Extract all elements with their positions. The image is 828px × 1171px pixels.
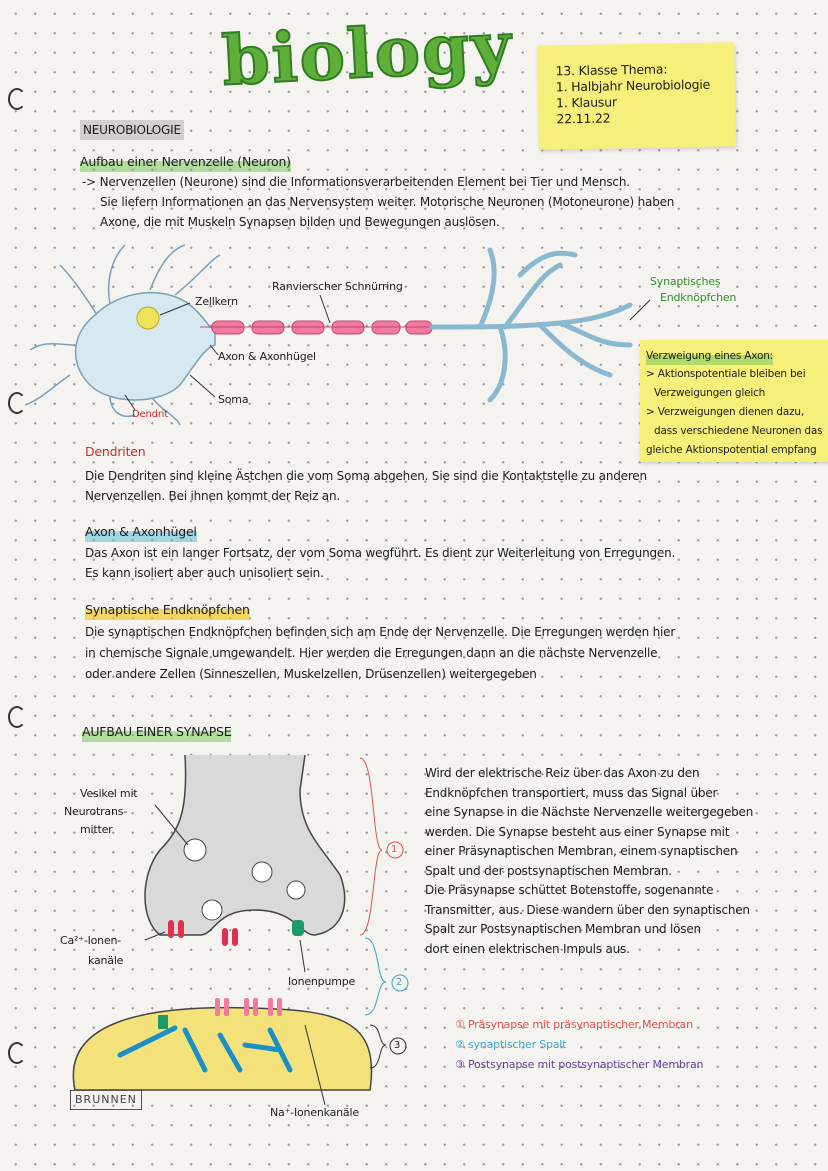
hole-punch bbox=[8, 88, 26, 110]
intro-heading: Aufbau einer Nervenzelle (Neuron) bbox=[80, 152, 291, 172]
axon-line: Es kann isoliert aber auch unisoliert sein. bbox=[85, 566, 324, 580]
marker-3: 3 bbox=[394, 1040, 401, 1051]
label-vesikel: mitter bbox=[80, 823, 113, 836]
sticky-line: Verzweigungen gleich bbox=[654, 387, 766, 399]
sticky-line: dass verschiedene Neuronen das bbox=[654, 425, 823, 437]
synapse-text-line: Transmitter, aus. Diese wandern über den synaptischen bbox=[425, 902, 750, 917]
label-zellkern: Zellkern bbox=[195, 295, 238, 308]
endknoepfchen-heading: Synaptische Endknöpfchen bbox=[85, 600, 250, 620]
sticky-line: 1. Klausur bbox=[555, 94, 617, 111]
dendriten-line: Die Dendriten sind kleine Ästchen die vom Soma abgehen. Sie sind die Kontaktstelle zu anderen bbox=[85, 469, 647, 483]
intro-line: Axone, die mit Muskeln Synapsen bilden und Bewegungen auslösen. bbox=[100, 215, 500, 229]
label-ca-kanaele: kanäle bbox=[88, 954, 124, 967]
sticky-heading: Verzweigung eines Axon: bbox=[646, 347, 773, 365]
hole-punch bbox=[8, 706, 26, 728]
dendriten-heading: Dendriten bbox=[85, 444, 146, 459]
intro-line: Sie liefern Informationen an das Nervensystem weiter. Motorische Neuronen (Motoneurone) haben bbox=[100, 195, 675, 209]
endknoepfchen-line: Die synaptischen Endknöpfchen befinden sich am Ende der Nervenzelle. Die Erregungen werden hier bbox=[85, 625, 676, 639]
brand-logo: BRUNNEN bbox=[70, 1090, 142, 1110]
synapse-text-line: Spalt zur Postsynaptischen Membran und lösen bbox=[425, 922, 701, 936]
axon-line: Das Axon ist ein langer Fortsatz, der vom Soma wegführt. Es dient zur Weiterleitung von Erregungen. bbox=[85, 546, 676, 560]
page-title: biology bbox=[220, 6, 515, 102]
legend-item: ① Präsynapse mit präsynaptischer Membran bbox=[455, 1018, 693, 1031]
sticky-line: > Verzweigungen dienen dazu, bbox=[646, 406, 805, 418]
synapse-text-line: Die Präsynapse schüttet Botenstoffe, sogenannte bbox=[425, 883, 714, 897]
label-axon: Axon & Axonhügel bbox=[218, 350, 316, 363]
endknoepfchen-line: oder andere Zellen (Sinneszellen, Muskelzellen, Drüsenzellen) weitergegeben bbox=[85, 667, 537, 681]
label-na-kanaele: Na⁺-Ionenkanäle bbox=[270, 1106, 359, 1119]
label-dendrit: Dendrit bbox=[132, 409, 168, 420]
sticky-line: gleiche Aktionspotential empfang bbox=[646, 444, 817, 456]
synapse-text-line: Endknöpfchen transportiert, muss das Signal über bbox=[425, 785, 718, 800]
synapse-heading: AUFBAU EINER SYNAPSE bbox=[82, 722, 231, 742]
label-ranvier: Ranvierscher Schnürring bbox=[272, 280, 403, 293]
synapse-text-line: werden. Die Synapse besteht aus einer Synapse mit bbox=[425, 824, 730, 839]
label-ionenpumpe: Ionenpumpe bbox=[288, 975, 356, 988]
endknoepfchen-line: in chemische Signale umgewandelt. Hier werden die Erregungen dann an die nächste Nervenzelle bbox=[85, 646, 658, 660]
dendriten-line: Nervenzellen. Bei ihnen kommt der Reiz an. bbox=[85, 489, 340, 503]
label-ca-kanaele: Ca²⁺-Ionen- bbox=[60, 934, 122, 947]
label-soma: Soma bbox=[218, 393, 249, 406]
synapse-text-line: Spalt und der postsynaptischen Membran. bbox=[425, 863, 672, 878]
axon-heading: Axon & Axonhügel bbox=[85, 522, 197, 542]
sticky-note-axon bbox=[640, 340, 828, 462]
label-endknopf: Endknöpfchen bbox=[660, 291, 737, 304]
sticky-note-info bbox=[537, 42, 736, 149]
label-vesikel: Vesikel mit bbox=[80, 787, 138, 800]
section-label: NEUROBIOLOGIE bbox=[80, 120, 184, 140]
synapse-text-line: einer Präsynaptischen Membran, einem synaptischen bbox=[425, 844, 738, 858]
sticky-line: > Aktionspotentiale bleiben bei bbox=[646, 368, 806, 380]
nucleus bbox=[137, 307, 159, 329]
sticky-line: 1. Halbjahr Neurobiologie bbox=[555, 76, 711, 95]
marker-1: 1 bbox=[391, 844, 398, 855]
sticky-line: 13. Klasse Thema: bbox=[555, 61, 668, 79]
synapse-text-line: eine Synapse in die Nächste Nervenzelle weitergegeben bbox=[425, 805, 754, 819]
label-endknopf: Synaptisches bbox=[650, 275, 721, 288]
synapse-text bbox=[425, 764, 753, 959]
intro-line: -> Nervenzellen (Neurone) sind die Informationsverarbeitenden Element bei Tier und Mensch. bbox=[82, 175, 630, 189]
legend-item: ③ Postsynapse mit postsynaptischer Membran bbox=[455, 1058, 704, 1071]
legend-item: ② synaptischer Spalt bbox=[455, 1038, 567, 1051]
synapse-legend bbox=[455, 1015, 703, 1075]
label-vesikel: Neurotrans- bbox=[64, 805, 128, 818]
marker-2: 2 bbox=[396, 977, 403, 988]
sticky-line: 22.11.22 bbox=[556, 110, 611, 127]
synapse-text-line: dort einen elektrischen Impuls aus. bbox=[425, 941, 630, 956]
synapse-text-line: Wird der elektrische Reiz über das Axon zu den bbox=[425, 766, 700, 780]
